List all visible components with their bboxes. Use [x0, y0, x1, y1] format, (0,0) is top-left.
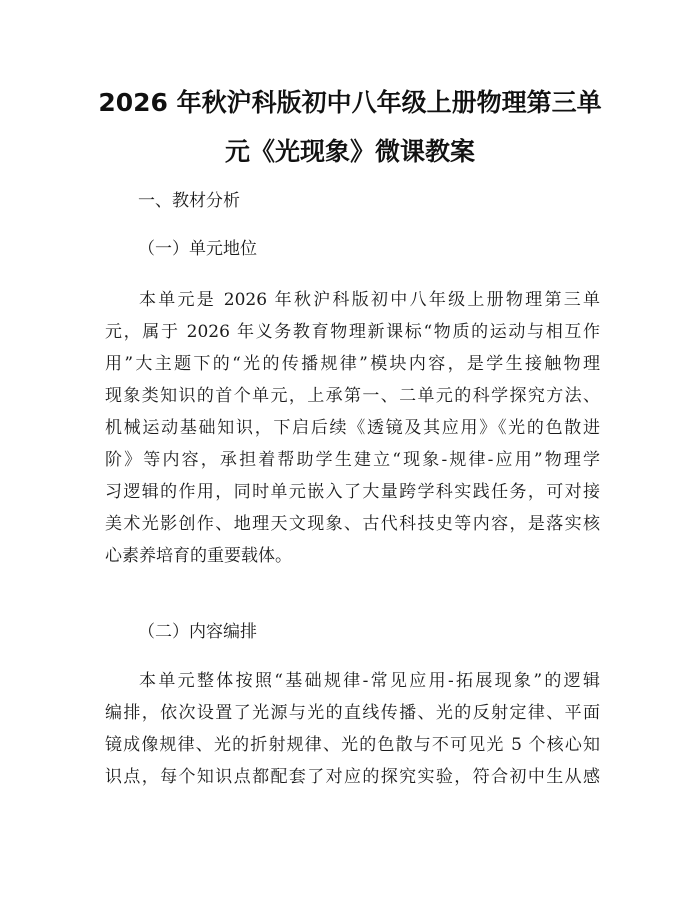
paragraph-line: 编排，依次设置了光源与光的直线传播、光的反射定律、平面	[105, 703, 600, 723]
document-title-line-2: 元《光现象》微课教案	[224, 137, 475, 166]
paragraph-line: 机械运动基础知识，下启后续《透镜及其应用》《光的色散进	[105, 418, 600, 438]
paragraph-unit-position	[105, 284, 600, 572]
subsection-heading-unit-position: （一）单元地位	[138, 239, 257, 259]
section-heading-textbook-analysis: 一、教材分析	[138, 191, 240, 211]
paragraph-line: 镜成像规律、光的折射规律、光的色散与不可见光 5 个核心知	[105, 735, 600, 755]
paragraph-line: 心素养培育的重要载体。	[105, 546, 292, 566]
paragraph-line: 习逻辑的作用，同时单元嵌入了大量跨学科实践任务，可对接	[105, 482, 600, 502]
subsection-heading-content-arrangement: （二）内容编排	[138, 622, 257, 642]
paragraph-line: 识点，每个知识点都配套了对应的探究实验，符合初中生从感	[105, 767, 600, 787]
paragraph-line: 本单元整体按照“基础规律-常见应用-拓展现象”的逻辑	[139, 671, 600, 691]
paragraph-content-arrangement	[105, 665, 600, 793]
paragraph-line: 本单元是 2026 年秋沪科版初中八年级上册物理第三单	[139, 290, 600, 310]
paragraph-line: 阶》等内容，承担着帮助学生建立“现象-规律-应用”物理学	[105, 450, 600, 470]
paragraph-line: 美术光影创作、地理天文现象、古代科技史等内容，是落实核	[105, 514, 600, 534]
document-title-line-1: 2026 年秋沪科版初中八年级上册物理第三单	[98, 88, 602, 117]
paragraph-line: 现象类知识的首个单元，上承第一、二单元的科学探究方法、	[105, 386, 600, 406]
paragraph-line: 元，属于 2026 年义务教育物理新课标“物质的运动与相互作	[105, 322, 600, 342]
paragraph-line: 用”大主题下的“光的传播规律”模块内容，是学生接触物理	[105, 354, 600, 374]
